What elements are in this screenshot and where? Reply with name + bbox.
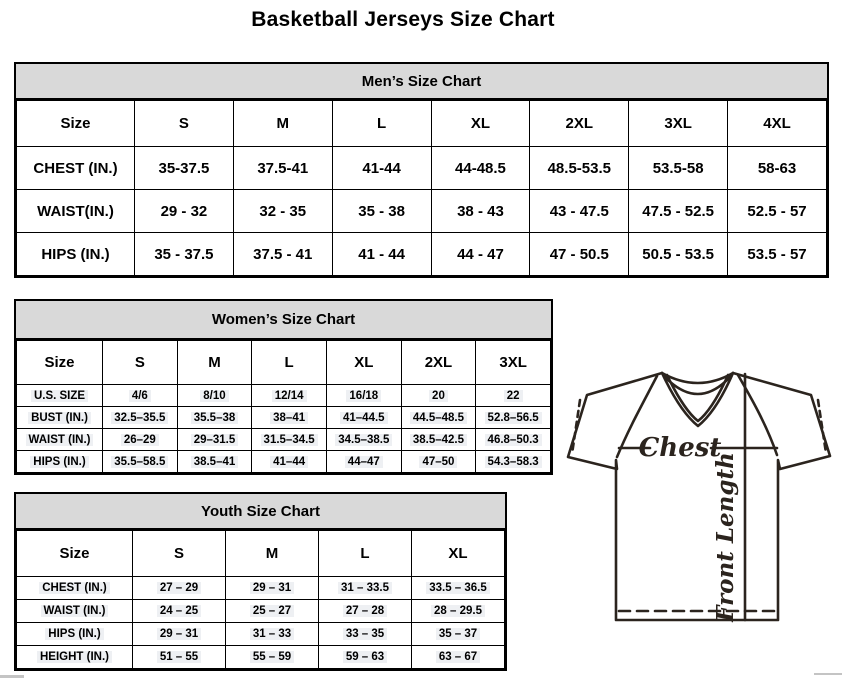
cell-text: 31.5–34.5: [261, 434, 318, 446]
cell-text: 50.5 - 53.5: [642, 245, 714, 263]
column-header: M: [226, 531, 319, 577]
size-value-cell: [252, 429, 327, 451]
jersey-measurement-diagram: [560, 365, 840, 675]
header-row: [17, 531, 505, 577]
column-header: L: [332, 101, 431, 147]
cell-text: 37.5 - 41: [253, 245, 313, 263]
size-value-cell: [233, 233, 332, 276]
cell-text: 52.5 - 57: [747, 202, 807, 220]
cell-text: 27 – 29: [157, 582, 201, 594]
size-value-cell: [319, 623, 412, 646]
column-header: 3XL: [476, 341, 551, 385]
size-value-cell: [431, 190, 530, 233]
cell-text: 4/6: [129, 390, 151, 402]
size-value-cell: [103, 385, 178, 407]
row-label: [17, 577, 133, 600]
cell-text: 16/18: [346, 390, 381, 402]
column-header: L: [319, 531, 412, 577]
size-value-cell: [530, 147, 629, 190]
size-value-cell: [135, 147, 234, 190]
cell-text: 35 - 38: [358, 202, 405, 220]
size-value-cell: [476, 407, 551, 429]
header-row: [17, 341, 551, 385]
column-header: S: [135, 101, 234, 147]
size-value-cell: [133, 600, 226, 623]
cell-text: BUST (IN.): [28, 412, 91, 424]
scrollbar-fragment-right: [814, 673, 842, 675]
size-value-cell: [226, 600, 319, 623]
cell-text: 47.5 - 52.5: [642, 202, 714, 220]
table-row: [17, 646, 505, 669]
cell-text: 58-63: [757, 159, 797, 177]
cell-text: 48.5-53.5: [547, 159, 611, 177]
size-value-cell: [728, 190, 827, 233]
size-value-cell: [177, 385, 252, 407]
cell-text: CHEST (IN.): [33, 159, 118, 177]
table-row: [17, 623, 505, 646]
table-row: [17, 147, 827, 190]
cell-text: 33 – 35: [343, 628, 387, 640]
size-value-cell: [233, 147, 332, 190]
column-header: 2XL: [530, 101, 629, 147]
size-value-cell: [226, 577, 319, 600]
cell-text: WAIST (IN.): [26, 434, 94, 446]
row-label: [17, 190, 135, 233]
cell-text: 24 – 25: [157, 605, 201, 617]
size-value-cell: [476, 429, 551, 451]
size-value-cell: [412, 600, 505, 623]
cell-text: 43 - 47.5: [549, 202, 609, 220]
size-value-cell: [326, 451, 401, 473]
cell-text: 27 – 28: [343, 605, 387, 617]
size-value-cell: [133, 646, 226, 669]
column-header: 2XL: [401, 341, 476, 385]
column-header: S: [103, 341, 178, 385]
size-value-cell: [629, 190, 728, 233]
womens-size-table: [16, 340, 551, 473]
cell-text: CHEST (IN.): [39, 582, 110, 594]
cell-text: 51 – 55: [157, 651, 201, 663]
cell-text: 47 - 50.5: [549, 245, 609, 263]
size-value-cell: [728, 233, 827, 276]
cell-text: 38.5–42.5: [410, 434, 467, 446]
size-value-cell: [177, 429, 252, 451]
youth-chart-title: Youth Size Chart: [16, 494, 505, 530]
chest-label: Chest: [638, 433, 722, 463]
page-title: Basketball Jerseys Size Chart: [251, 8, 555, 31]
row-label: [17, 451, 103, 473]
row-label: [17, 600, 133, 623]
column-header: 4XL: [728, 101, 827, 147]
size-value-cell: [226, 623, 319, 646]
row-label: [17, 385, 103, 407]
cell-text: 46.8–50.3: [485, 434, 542, 446]
cell-text: 53.5 - 57: [747, 245, 807, 263]
size-value-cell: [629, 233, 728, 276]
cell-text: 32 - 35: [259, 202, 307, 220]
size-value-cell: [530, 190, 629, 233]
cell-text: 38 - 43: [457, 202, 504, 220]
left-cuff-stitch: [572, 400, 580, 454]
row-label: [17, 646, 133, 669]
cell-text: 41–44: [270, 456, 308, 468]
table-row: [17, 190, 827, 233]
cell-text: 41 - 44: [358, 245, 405, 263]
size-value-cell: [326, 429, 401, 451]
table-row: [17, 429, 551, 451]
size-value-cell: [326, 385, 401, 407]
size-value-cell: [319, 600, 412, 623]
cell-text: 44–47: [345, 456, 383, 468]
cell-text: 52.8–56.5: [485, 412, 542, 424]
cell-text: 35 - 37.5: [154, 245, 214, 263]
cell-text: 44-48.5: [455, 159, 506, 177]
table-row: [17, 385, 551, 407]
size-value-cell: [319, 646, 412, 669]
cell-text: 53.5-58: [652, 159, 704, 177]
cell-text: 32.5–35.5: [111, 412, 168, 424]
cell-text: 34.5–38.5: [335, 434, 392, 446]
row-label: [17, 147, 135, 190]
cell-text: 47–50: [419, 456, 457, 468]
column-header: XL: [412, 531, 505, 577]
size-value-cell: [431, 147, 530, 190]
size-value-cell: [135, 233, 234, 276]
table-row: [17, 600, 505, 623]
size-value-cell: [332, 147, 431, 190]
cell-text: 41–44.5: [340, 412, 388, 424]
cell-text: 38.5–41: [191, 456, 239, 468]
row-label: [17, 233, 135, 276]
column-header: M: [233, 101, 332, 147]
cell-text: 25 – 27: [250, 605, 294, 617]
column-header: M: [177, 341, 252, 385]
table-row: [17, 407, 551, 429]
size-value-cell: [431, 233, 530, 276]
size-value-cell: [412, 577, 505, 600]
cell-text: 35.5–58.5: [111, 456, 168, 468]
size-value-cell: [103, 451, 178, 473]
cell-text: WAIST (IN.): [41, 605, 109, 617]
size-value-cell: [226, 646, 319, 669]
column-header: XL: [431, 101, 530, 147]
size-value-cell: [401, 429, 476, 451]
row-label: [17, 407, 103, 429]
cell-text: 59 – 63: [343, 651, 387, 663]
youth-size-chart: [14, 492, 507, 671]
size-value-cell: [728, 147, 827, 190]
column-header: L: [252, 341, 327, 385]
cell-text: 28 – 29.5: [431, 605, 485, 617]
size-value-cell: [326, 407, 401, 429]
size-value-cell: [629, 147, 728, 190]
cell-text: 41-44: [362, 159, 401, 177]
cell-text: 35.5–38: [191, 412, 239, 424]
size-value-cell: [476, 385, 551, 407]
mens-chart-title: Men’s Size Chart: [16, 64, 827, 100]
size-value-cell: [252, 407, 327, 429]
cell-text: 35-37.5: [158, 159, 210, 177]
cell-text: 31 – 33.5: [338, 582, 392, 594]
cell-text: 63 – 67: [436, 651, 480, 663]
column-header: Size: [17, 341, 103, 385]
cell-text: 35 – 37: [436, 628, 480, 640]
cell-text: 29 – 31: [250, 582, 294, 594]
cell-text: 33.5 – 36.5: [426, 582, 490, 594]
size-value-cell: [401, 407, 476, 429]
womens-chart-title: Women’s Size Chart: [16, 301, 551, 340]
right-cuff-stitch: [818, 400, 826, 453]
cell-text: 8/10: [200, 390, 228, 402]
size-value-cell: [412, 623, 505, 646]
size-value-cell: [332, 190, 431, 233]
cell-text: 54.3–58.3: [485, 456, 542, 468]
youth-size-table: [16, 530, 505, 669]
size-value-cell: [401, 451, 476, 473]
womens-size-chart: [14, 299, 553, 475]
cell-text: U.S. SIZE: [31, 390, 88, 402]
cell-text: 22: [504, 390, 523, 402]
cell-text: 37.5-41: [257, 159, 309, 177]
size-value-cell: [332, 233, 431, 276]
cell-text: 12/14: [272, 390, 307, 402]
row-label: [17, 429, 103, 451]
column-header: 3XL: [629, 101, 728, 147]
size-value-cell: [476, 451, 551, 473]
cell-text: HIPS (IN.): [41, 245, 110, 263]
size-value-cell: [103, 429, 178, 451]
cell-text: WAIST(IN.): [37, 202, 114, 220]
column-header: S: [133, 531, 226, 577]
table-row: [17, 233, 827, 276]
front-length-label: Front Length: [712, 452, 739, 622]
size-value-cell: [233, 190, 332, 233]
cell-text: 29–31.5: [191, 434, 239, 446]
size-value-cell: [177, 407, 252, 429]
scrollbar-fragment-left: [0, 675, 24, 678]
size-value-cell: [412, 646, 505, 669]
size-value-cell: [133, 623, 226, 646]
table-row: [17, 577, 505, 600]
cell-text: 44.5–48.5: [410, 412, 467, 424]
cell-text: 44 - 47: [457, 245, 504, 263]
row-label: [17, 623, 133, 646]
jersey-outline: [568, 373, 830, 620]
size-value-cell: [133, 577, 226, 600]
cell-text: 55 – 59: [250, 651, 294, 663]
cell-text: 29 - 32: [160, 202, 208, 220]
mens-size-table: [16, 100, 827, 276]
size-value-cell: [177, 451, 252, 473]
size-value-cell: [252, 451, 327, 473]
size-value-cell: [252, 385, 327, 407]
column-header: Size: [17, 531, 133, 577]
cell-text: 20: [429, 390, 448, 402]
cell-text: 29 – 31: [157, 628, 201, 640]
cell-text: 31 – 33: [250, 628, 294, 640]
cell-text: HIPS (IN.): [30, 456, 88, 468]
column-header: XL: [326, 341, 401, 385]
size-value-cell: [103, 407, 178, 429]
cell-text: 26–29: [121, 434, 159, 446]
size-value-cell: [401, 385, 476, 407]
cell-text: HIPS (IN.): [45, 628, 103, 640]
size-value-cell: [135, 190, 234, 233]
mens-size-chart: [14, 62, 829, 278]
jersey-diagram-icon: [560, 365, 840, 675]
size-value-cell: [319, 577, 412, 600]
header-row: [17, 101, 827, 147]
table-row: [17, 451, 551, 473]
column-header: Size: [17, 101, 135, 147]
cell-text: HEIGHT (IN.): [37, 651, 112, 663]
size-value-cell: [530, 233, 629, 276]
cell-text: 38–41: [270, 412, 308, 424]
